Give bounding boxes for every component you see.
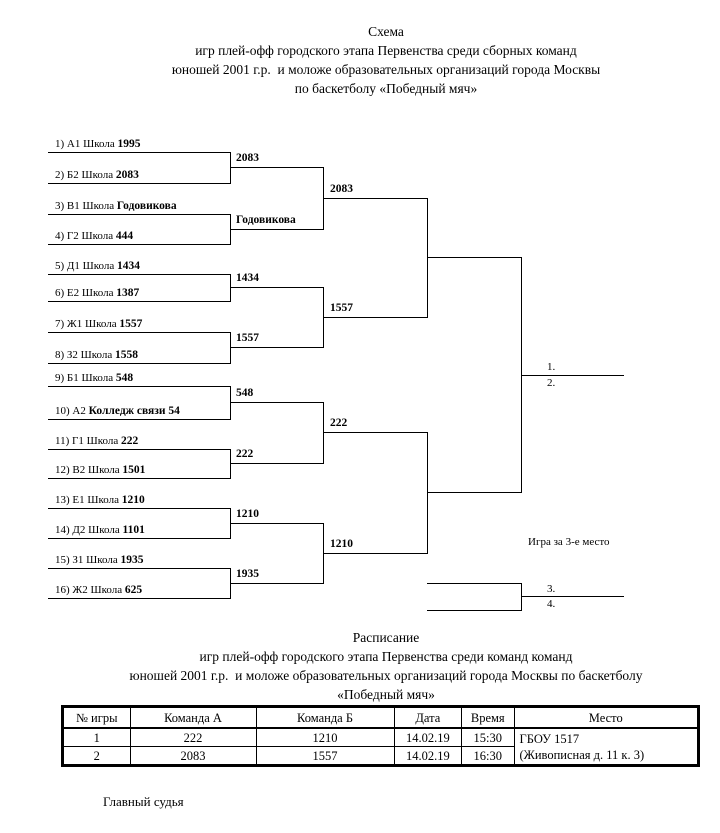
col-header-team-b: Команда Б bbox=[256, 707, 394, 729]
team-name: 1558 bbox=[115, 349, 139, 361]
third-place-line bbox=[521, 596, 624, 597]
bracket-line bbox=[48, 419, 231, 420]
team-entry-8 bbox=[55, 348, 138, 362]
cell-game-number: 1 bbox=[63, 728, 131, 747]
scheme-title-line-2: игр плей-офф городского этапа Первенства среди сборных команд bbox=[195, 43, 577, 58]
bracket-line bbox=[230, 449, 231, 479]
team-entry-9 bbox=[55, 371, 133, 385]
semifinal-winner-4: 1210 bbox=[330, 538, 353, 550]
team-name: 1501 bbox=[122, 464, 146, 476]
team-entry-13 bbox=[55, 493, 145, 507]
team-seed: 14) Д2 Школа bbox=[55, 524, 123, 536]
place-2-label: 2. bbox=[547, 377, 556, 389]
table-header-row bbox=[63, 707, 699, 729]
bracket-line bbox=[48, 301, 231, 302]
team-seed: 5) Д1 Школа bbox=[55, 260, 118, 272]
semifinal-winner-2: 1557 bbox=[330, 302, 353, 314]
bracket-line bbox=[521, 583, 522, 611]
cell-game-number: 2 bbox=[63, 747, 131, 766]
bracket-line bbox=[48, 363, 231, 364]
cell-date: 14.02.19 bbox=[394, 747, 462, 766]
team-entry-10 bbox=[55, 404, 180, 418]
round1-winner-6: 222 bbox=[236, 448, 254, 460]
team-seed: 3) В1 Школа bbox=[55, 200, 117, 212]
team-entry-7 bbox=[55, 317, 142, 331]
team-name: 222 bbox=[120, 435, 139, 447]
cell-team-b: 1210 bbox=[256, 728, 394, 747]
round1-winner-7: 1210 bbox=[236, 508, 259, 520]
team-entry-15 bbox=[55, 553, 144, 567]
team-name: 548 bbox=[115, 372, 134, 384]
bracket-line bbox=[230, 583, 324, 584]
team-seed: 11) Г1 Школа bbox=[55, 435, 121, 447]
bracket-line bbox=[427, 583, 522, 584]
bracket-line bbox=[427, 198, 428, 318]
bracket-line bbox=[230, 152, 231, 184]
cell-date: 14.02.19 bbox=[394, 728, 462, 747]
bracket-line bbox=[230, 386, 231, 420]
bracket-line bbox=[230, 287, 324, 288]
bracket-line bbox=[323, 402, 324, 464]
team-seed: 9) Б1 Школа bbox=[55, 372, 116, 384]
venue-line-1: ГБОУ 1517 bbox=[519, 731, 580, 746]
schedule-title bbox=[52, 628, 720, 704]
team-seed: 16) Ж2 Школа bbox=[55, 584, 125, 596]
bracket-line bbox=[48, 508, 231, 509]
bracket-line bbox=[323, 432, 428, 433]
col-header-date: Дата bbox=[394, 707, 462, 729]
team-seed: 7) Ж1 Школа bbox=[55, 318, 120, 330]
team-entry-2 bbox=[55, 168, 139, 182]
team-name: 1995 bbox=[117, 138, 141, 150]
bracket-line bbox=[48, 568, 231, 569]
third-place-match-label: Игра за 3-е место bbox=[528, 536, 610, 548]
bracket-line bbox=[323, 317, 428, 318]
team-entry-3 bbox=[55, 199, 177, 213]
team-name: Колледж связи 54 bbox=[88, 405, 180, 417]
team-name: 444 bbox=[115, 230, 134, 242]
bracket-line bbox=[230, 332, 231, 364]
col-header-game-number: № игры bbox=[63, 707, 131, 729]
scheme-title-line-4: по баскетболу «Победный мяч» bbox=[294, 81, 478, 96]
team-name: 1557 bbox=[119, 318, 143, 330]
team-name: 1387 bbox=[116, 287, 140, 299]
cell-time: 16:30 bbox=[462, 747, 514, 766]
team-entry-12 bbox=[55, 463, 145, 477]
cell-team-a: 222 bbox=[130, 728, 256, 747]
team-seed: 8) З2 Школа bbox=[55, 349, 116, 361]
round1-winner-8: 1935 bbox=[236, 568, 259, 580]
schedule-title-line-1: Расписание bbox=[352, 630, 420, 645]
team-name: 625 bbox=[124, 584, 143, 596]
team-seed: 1) А1 Школа bbox=[55, 138, 118, 150]
bracket-line bbox=[48, 214, 231, 215]
bracket-line bbox=[230, 274, 231, 302]
bracket-line bbox=[48, 274, 231, 275]
bracket-line bbox=[230, 523, 324, 524]
bracket-line bbox=[230, 167, 324, 168]
team-name: 2083 bbox=[115, 169, 139, 181]
schedule-title-line-2: игр плей-офф городского этапа Первенства среди команд команд bbox=[199, 649, 573, 664]
table-row bbox=[63, 728, 699, 747]
team-seed: 15) З1 Школа bbox=[55, 554, 121, 566]
venue-line-2: (Живописная д. 11 к. 3) bbox=[519, 747, 645, 762]
team-entry-4 bbox=[55, 229, 133, 243]
team-name: 1210 bbox=[121, 494, 145, 506]
bracket-line bbox=[323, 198, 428, 199]
bracket-line bbox=[48, 449, 231, 450]
schedule-title-line-4: «Победный мяч» bbox=[337, 687, 435, 702]
chief-referee-label: Главный судья bbox=[103, 794, 184, 809]
col-header-time: Время bbox=[462, 707, 514, 729]
team-seed: 2) Б2 Школа bbox=[55, 169, 116, 181]
team-name: 1935 bbox=[120, 554, 144, 566]
round1-winner-3: 1434 bbox=[236, 272, 259, 284]
team-entry-16 bbox=[55, 583, 142, 597]
team-entry-14 bbox=[55, 523, 145, 537]
semifinal-winner-3: 222 bbox=[330, 417, 348, 429]
team-entry-1 bbox=[55, 137, 140, 151]
bracket-line bbox=[230, 347, 324, 348]
place-4-label: 4. bbox=[547, 598, 556, 610]
team-seed: 6) Е2 Школа bbox=[55, 287, 117, 299]
bracket-line bbox=[48, 152, 231, 153]
team-entry-5 bbox=[55, 259, 140, 273]
bracket-line bbox=[427, 432, 428, 554]
bracket-line bbox=[427, 257, 522, 258]
scheme-title-line-1: Схема bbox=[368, 24, 404, 39]
bracket-line bbox=[230, 229, 324, 230]
final-line bbox=[521, 375, 624, 376]
team-name: 1101 bbox=[122, 524, 145, 536]
bracket-line bbox=[230, 402, 324, 403]
team-name: 1434 bbox=[117, 260, 141, 272]
cell-team-a: 2083 bbox=[130, 747, 256, 766]
cell-team-b: 1557 bbox=[256, 747, 394, 766]
team-entry-11 bbox=[55, 434, 138, 448]
schedule-table bbox=[61, 705, 700, 767]
bracket-line bbox=[48, 183, 231, 184]
place-1-label: 1. bbox=[547, 361, 556, 373]
round1-winner-2: Годовикова bbox=[236, 214, 296, 226]
team-name: Годовикова bbox=[116, 200, 177, 212]
semifinal-winner-1: 2083 bbox=[330, 183, 353, 195]
col-header-team-a: Команда А bbox=[130, 707, 256, 729]
bracket-line bbox=[48, 478, 231, 479]
cell-time: 15:30 bbox=[462, 728, 514, 747]
team-seed: 12) В2 Школа bbox=[55, 464, 123, 476]
bracket-line bbox=[48, 538, 231, 539]
bracket-line bbox=[427, 610, 522, 611]
scheme-title-line-3: юношей 2001 г.р. и моложе образовательных организаций города Москвы bbox=[171, 62, 601, 77]
bracket-line bbox=[230, 463, 324, 464]
bracket-line bbox=[48, 598, 231, 599]
team-seed: 13) Е1 Школа bbox=[55, 494, 122, 506]
round1-winner-5: 548 bbox=[236, 387, 254, 399]
round1-winner-4: 1557 bbox=[236, 332, 259, 344]
col-header-venue: Место bbox=[514, 707, 699, 729]
scheme-title bbox=[52, 22, 720, 98]
schedule-title-line-3: юношей 2001 г.р. и моложе образовательных организаций города Москвы по баскетболу bbox=[129, 668, 643, 683]
bracket-line bbox=[323, 553, 428, 554]
bracket-line bbox=[48, 244, 231, 245]
team-seed: 4) Г2 Школа bbox=[55, 230, 116, 242]
bracket-line bbox=[48, 332, 231, 333]
bracket-line bbox=[48, 386, 231, 387]
cell-venue bbox=[514, 728, 699, 766]
bracket-line bbox=[427, 492, 522, 493]
place-3-label: 3. bbox=[547, 583, 556, 595]
team-entry-6 bbox=[55, 286, 139, 300]
team-seed: 10) А2 bbox=[55, 405, 89, 417]
round1-winner-1: 2083 bbox=[236, 152, 259, 164]
